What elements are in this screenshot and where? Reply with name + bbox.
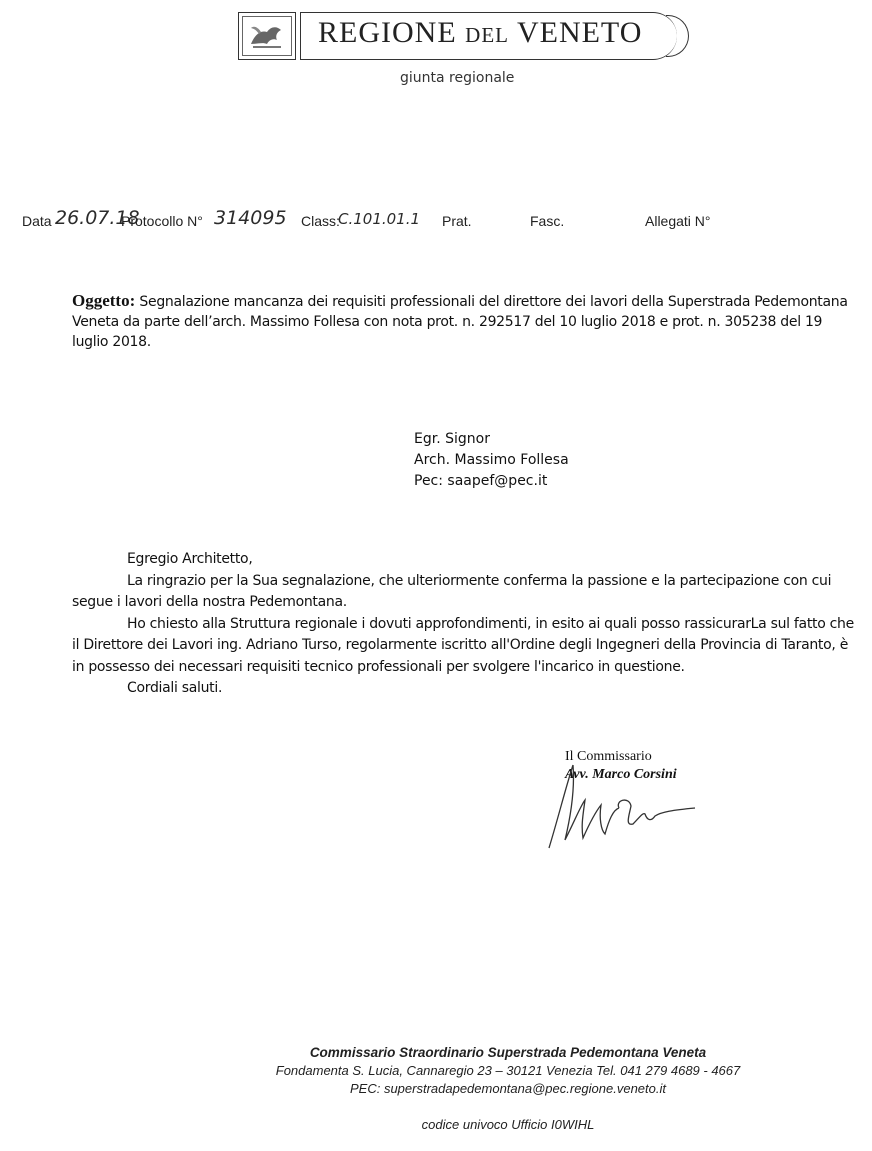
letter-paragraph-2: Ho chiesto alla Struttura regionale i dovuti approfondimenti, in esito ai quali posso rassicurarLa sul fatto che il Direttore dei Lavori ing. Adriano Turso, regolarmente iscritto all'Ordine degli Ingegneri della Provincia di Taranto, è in possesso dei necessari requisiti tecnico professionali per svolgere l'incarico in questione.: [72, 615, 854, 675]
recipient-salutation: Egr. Signor: [414, 431, 490, 447]
letter-greeting: Egregio Architetto,: [127, 551, 253, 567]
lion-of-saint-mark-icon: [247, 20, 287, 52]
subject-text: Segnalazione mancanza dei requisiti professionali del direttore dei lavori della Superstrada Pedemontana Veneta da parte dell’arch. Massimo Follesa con nota prot. n. 292517 del 10 luglio 2018 e prot. n. 305238 del 19 luglio 2018.: [72, 294, 848, 350]
letter-paragraph-1: La ringrazio per la Sua segnalazione, che ulteriormente conferma la passione e la partecipazione con cui segue i lavori della nostra Pedemontana.: [72, 572, 832, 610]
protocollo-value: 314095: [214, 207, 287, 229]
protocollo-label: Protocollo N°: [121, 213, 203, 229]
footer-pec: PEC: superstradapedemontana@pec.regione.veneto.it: [349, 1081, 666, 1096]
region-emblem: [238, 12, 296, 60]
fasc-label: Fasc.: [530, 213, 565, 229]
brand-subtitle: giunta regionale: [400, 70, 515, 86]
recipient-name: Arch. Massimo Follesa: [414, 452, 569, 468]
prat-label: Prat.: [442, 213, 472, 229]
signatory-title: Il Commissario: [565, 749, 652, 764]
footer: [200, 1044, 816, 1134]
letter-body: [72, 549, 864, 700]
brand-title: [318, 16, 642, 50]
data-value: 26.07.18: [55, 207, 140, 229]
brand-word-del: DEL: [465, 23, 509, 47]
brand-word-veneto: VENETO: [516, 16, 643, 49]
recipient-block: [414, 429, 569, 492]
handwritten-signature: [535, 760, 705, 855]
letter-closing: Cordiali saluti.: [127, 680, 223, 696]
recipient-pec: Pec: saapef@pec.it: [414, 473, 548, 489]
class-value: C.101.01.1: [338, 210, 421, 228]
footer-address: Fondamenta S. Lucia, Cannaregio 23 – 30121 Venezia Tel. 041 279 4689 - 4667: [275, 1063, 741, 1078]
brand-word-regione: REGIONE: [318, 16, 457, 49]
subject-label: Oggetto:: [72, 291, 136, 310]
subject-block: [72, 291, 862, 352]
data-label: Data: [22, 213, 52, 229]
class-label: Class:: [301, 213, 340, 229]
footer-office: Commissario Straordinario Superstrada Pedemontana Veneta: [309, 1045, 707, 1060]
signatory-name: Avv. Marco Corsini: [565, 767, 677, 782]
allegati-label: Allegati N°: [645, 213, 711, 229]
footer-office-code: codice univoco Ufficio I0WIHL: [421, 1117, 595, 1132]
